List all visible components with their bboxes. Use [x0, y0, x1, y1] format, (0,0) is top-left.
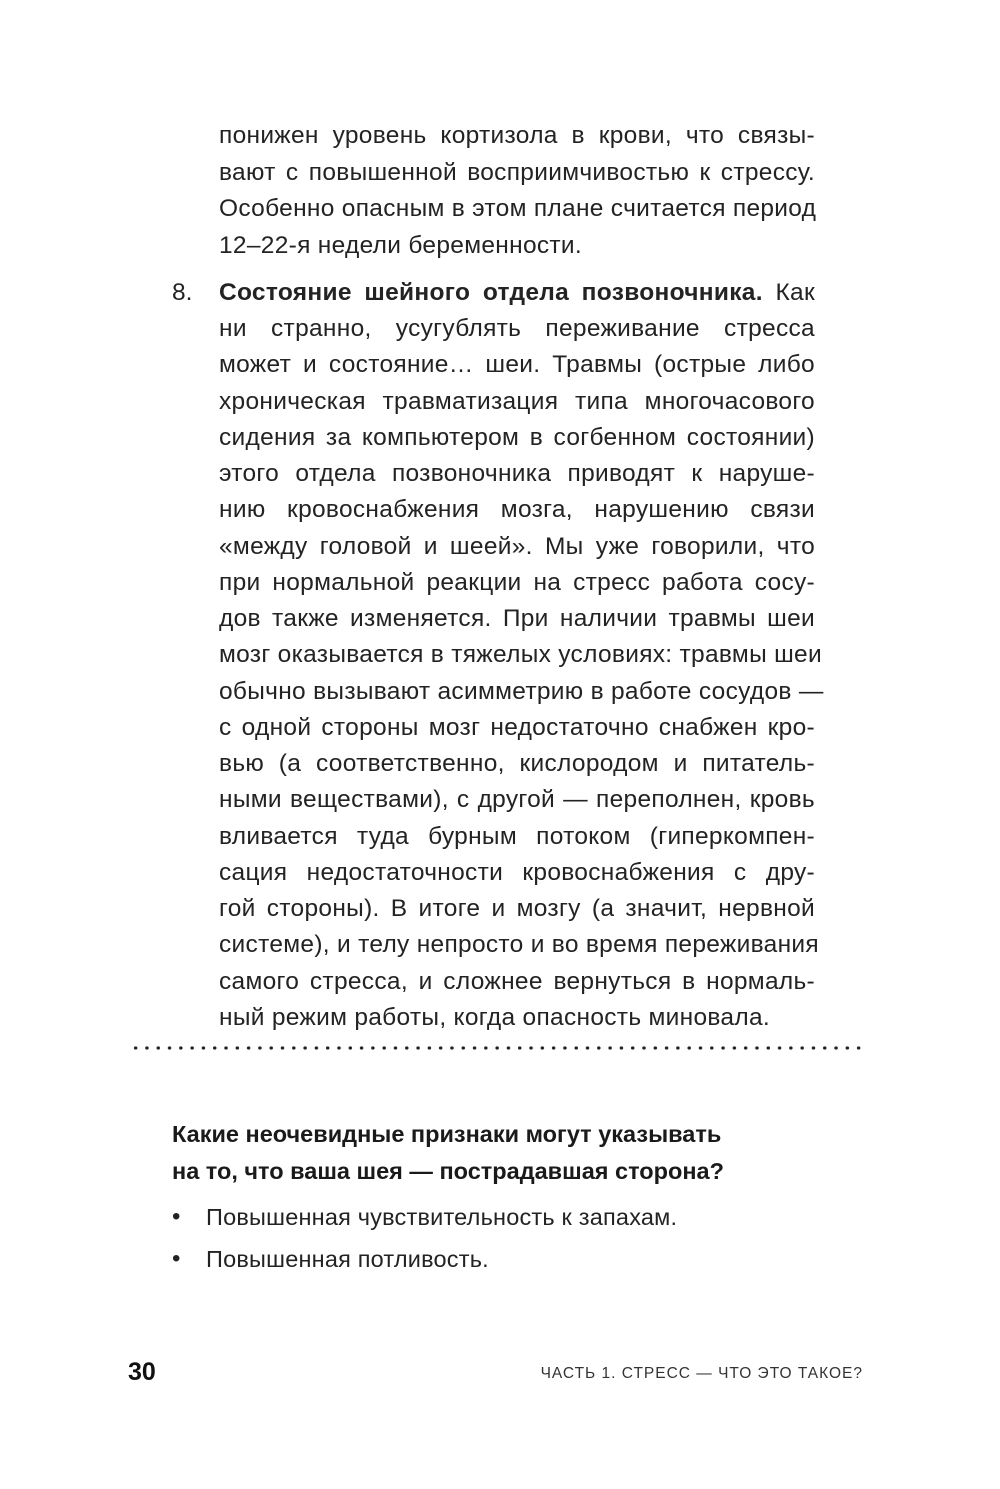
paragraph-line: этого отдела позвоночника приводят к наруше- — [219, 460, 815, 487]
list-item-number: 8. — [172, 279, 193, 306]
paragraph-line: с одной стороны мозг недостаточно снабжен кро- — [219, 714, 815, 741]
sidebar-question-line: Какие неочевидные признаки могут указывать — [172, 1121, 722, 1147]
paragraph-line: обычно вызывают асимметрию в работе сосудов — — [219, 678, 824, 705]
paragraph-line: понижен уровень кортизола в крови, что связы- — [219, 122, 815, 149]
paragraph-line: сация недостаточности кровоснабжения с дру- — [219, 859, 815, 886]
paragraph-line: мозг оказывается в тяжелых условиях: травмы шеи — [219, 641, 822, 668]
list-item-text: Как — [762, 279, 815, 306]
paragraph-line: Особенно опасным в этом плане считается период — [219, 195, 817, 222]
paragraph-line: при нормальной реакции на стресс работа сосу- — [219, 569, 815, 596]
paragraph-line: нию кровоснабжения мозга, нарушению связи — [219, 496, 815, 523]
paragraph-line: дов также изменяется. При наличии травмы шеи — [219, 605, 815, 632]
bullet-icon: • — [172, 1203, 181, 1230]
paragraph-line: ни странно, усугублять переживание стресса — [219, 315, 815, 342]
paragraph-line: хроническая травматизация типа многочасового — [219, 388, 815, 415]
paragraph-line: самого стресса, и сложнее вернуться в нормаль- — [219, 968, 815, 995]
paragraph-line: ными веществами), с другой — переполнен, кровь — [219, 786, 815, 813]
bullet-item: Повышенная чувствительность к запахам. — [206, 1204, 678, 1230]
paragraph-line: ный режим работы, когда опасность миновала. — [219, 1004, 770, 1031]
paragraph-line: 12–22-я недели беременности. — [219, 232, 583, 259]
bullet-item: Повышенная потливость. — [206, 1246, 489, 1272]
list-item-first-line — [219, 275, 815, 311]
list-item-title: Состояние шейного отдела позвоночника. — [219, 279, 763, 306]
paragraph-line: вливается туда бурным потоком (гиперкомпен- — [219, 823, 815, 850]
sidebar-question-line: на то, что ваша шея — пострадавшая сторона? — [172, 1158, 724, 1184]
paragraph-line: системе), и телу непросто и во время переживания — [219, 931, 819, 958]
paragraph-line: сидения за компьютером в согбенном состоянии) — [219, 424, 815, 451]
paragraph-line: гой стороны). В итоге и мозгу (а значит, нервной — [219, 895, 815, 922]
page-number: 30 — [128, 1358, 156, 1386]
bullet-icon: • — [172, 1245, 181, 1272]
paragraph-line: может и состояние… шеи. Травмы (острые либо — [219, 351, 815, 378]
paragraph-line: «между головой и шеей». Мы уже говорили, что — [219, 533, 815, 560]
running-header: ЧАСТЬ 1. СТРЕСС — ЧТО ЭТО ТАКОЕ? — [540, 1365, 863, 1382]
paragraph-line: вают с повышенной восприимчивостью к стрессу. — [219, 159, 815, 186]
paragraph-line: вью (а соответственно, кислородом и питатель- — [219, 750, 815, 777]
dotted-divider — [130, 1045, 865, 1051]
